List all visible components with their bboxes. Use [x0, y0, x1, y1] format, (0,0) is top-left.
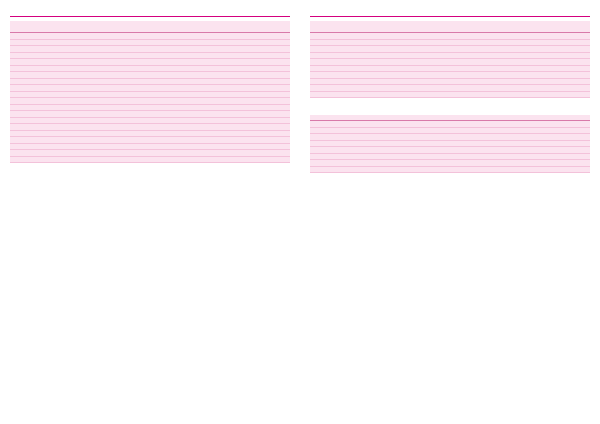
- cell-city-code: [155, 46, 185, 52]
- table-row: [310, 92, 590, 99]
- cell-fax: [237, 111, 290, 117]
- col-telephone: [486, 27, 538, 32]
- cell-fax: [491, 128, 530, 134]
- cell-fax: [237, 105, 290, 111]
- cell-telephone: [184, 85, 237, 91]
- cell-email: [530, 121, 590, 127]
- cell-company: [10, 92, 155, 98]
- cell-telephone: [484, 72, 537, 78]
- cell-company: [310, 154, 417, 160]
- cell-city-code: [417, 128, 447, 134]
- cell-fax: [237, 46, 290, 52]
- cell-city-code: [455, 59, 485, 65]
- cell-city-code: [155, 72, 185, 78]
- cell-fax: [237, 98, 290, 104]
- cell-telephone: [184, 157, 237, 163]
- page-header: [310, 8, 590, 15]
- cell-telephone: [484, 53, 537, 59]
- cell-telephone: [184, 46, 237, 52]
- table-row: [310, 167, 590, 174]
- cell-company: [10, 72, 155, 78]
- cell-telephone: [184, 66, 237, 72]
- cell-fax: [237, 53, 290, 59]
- cell-company: [10, 98, 155, 104]
- cell-company: [10, 144, 155, 150]
- cell-telephone: [184, 111, 237, 117]
- col-telephone: [448, 115, 492, 120]
- cell-company: [10, 33, 155, 39]
- cell-telephone: [184, 92, 237, 98]
- col-fax: [492, 115, 530, 120]
- cell-company: [310, 160, 417, 166]
- cell-city-code: [155, 118, 185, 124]
- col-city-code: [458, 27, 486, 32]
- cell-company: [310, 134, 417, 140]
- cell-email: [530, 128, 590, 134]
- cell-city-code: [155, 150, 185, 156]
- cell-fax: [491, 154, 530, 160]
- cell-email: [530, 154, 590, 160]
- cell-fax: [491, 160, 530, 166]
- col-company: [310, 27, 458, 32]
- cell-company: [10, 137, 155, 143]
- cell-fax: [237, 33, 290, 39]
- cell-company: [10, 59, 155, 65]
- table-row: [10, 157, 290, 164]
- table-body: [310, 121, 590, 173]
- cell-email: [530, 160, 590, 166]
- cell-city-code: [155, 105, 185, 111]
- cell-company: [10, 79, 155, 85]
- cell-telephone: [447, 154, 492, 160]
- cell-city-code: [455, 85, 485, 91]
- cell-fax: [491, 121, 530, 127]
- cell-telephone: [184, 79, 237, 85]
- cell-city-code: [155, 40, 185, 46]
- cell-fax: [237, 92, 290, 98]
- col-company: [310, 115, 420, 120]
- cell-telephone: [447, 128, 492, 134]
- cell-company: [10, 40, 155, 46]
- cell-city-code: [455, 53, 485, 59]
- cell-city-code: [417, 147, 447, 153]
- cell-telephone: [484, 85, 537, 91]
- cell-company: [10, 124, 155, 130]
- right-page: [300, 0, 600, 424]
- cell-fax: [491, 147, 530, 153]
- cell-city-code: [155, 85, 185, 91]
- cell-fax: [237, 118, 290, 124]
- cell-telephone: [184, 72, 237, 78]
- cell-fax: [237, 40, 290, 46]
- cell-email: [530, 147, 590, 153]
- cell-city-code: [417, 121, 447, 127]
- header-rule: [10, 16, 290, 17]
- cell-company: [310, 85, 455, 91]
- members-table: [310, 21, 590, 98]
- cell-fax: [537, 72, 590, 78]
- cell-fax: [537, 33, 590, 39]
- cell-city-code: [455, 72, 485, 78]
- col-company: [10, 27, 158, 32]
- cell-telephone: [184, 131, 237, 137]
- cell-company: [310, 147, 417, 153]
- cell-telephone: [184, 118, 237, 124]
- cell-fax: [537, 79, 590, 85]
- cell-company: [310, 59, 455, 65]
- cell-fax: [237, 66, 290, 72]
- cell-city-code: [455, 33, 485, 39]
- cell-fax: [537, 66, 590, 72]
- cell-fax: [491, 141, 530, 147]
- cell-city-code: [455, 66, 485, 72]
- cell-city-code: [455, 46, 485, 52]
- cell-telephone: [484, 59, 537, 65]
- cell-city-code: [155, 157, 185, 163]
- col-telephone: [186, 27, 238, 32]
- cell-fax: [537, 92, 590, 98]
- cell-telephone: [484, 33, 537, 39]
- cell-telephone: [184, 105, 237, 111]
- cell-telephone: [447, 134, 492, 140]
- cell-company: [310, 79, 455, 85]
- cell-fax: [537, 40, 590, 46]
- cell-telephone: [447, 160, 492, 166]
- cell-company: [310, 121, 417, 127]
- cell-fax: [237, 124, 290, 130]
- cell-fax: [237, 131, 290, 137]
- cell-company: [10, 150, 155, 156]
- cell-telephone: [447, 141, 492, 147]
- col-fax: [238, 27, 290, 32]
- cell-telephone: [184, 124, 237, 130]
- cell-company: [10, 53, 155, 59]
- cell-city-code: [155, 66, 185, 72]
- cell-fax: [237, 59, 290, 65]
- cell-telephone: [447, 147, 492, 153]
- cell-fax: [537, 59, 590, 65]
- cell-city-code: [417, 141, 447, 147]
- cell-company: [310, 40, 455, 46]
- cell-city-code: [155, 137, 185, 143]
- cell-telephone: [184, 33, 237, 39]
- cell-city-code: [455, 40, 485, 46]
- members-table: [10, 21, 290, 163]
- cell-city-code: [155, 33, 185, 39]
- cell-city-code: [155, 144, 185, 150]
- cell-fax: [491, 134, 530, 140]
- table-body: [10, 33, 290, 163]
- cell-telephone: [184, 53, 237, 59]
- cell-telephone: [447, 167, 492, 173]
- cell-city-code: [155, 79, 185, 85]
- cell-city-code: [155, 124, 185, 130]
- col-city-code: [158, 27, 186, 32]
- cell-company: [10, 66, 155, 72]
- cell-fax: [537, 85, 590, 91]
- cell-telephone: [484, 92, 537, 98]
- cell-city-code: [417, 134, 447, 140]
- cell-city-code: [155, 111, 185, 117]
- cell-company: [10, 111, 155, 117]
- cell-telephone: [484, 46, 537, 52]
- cell-fax: [237, 79, 290, 85]
- cell-telephone: [184, 137, 237, 143]
- cell-telephone: [484, 40, 537, 46]
- cell-email: [530, 141, 590, 147]
- cell-company: [10, 46, 155, 52]
- cell-company: [10, 157, 155, 163]
- brokers-table: [310, 115, 590, 173]
- header-rule: [310, 16, 590, 17]
- cell-telephone: [184, 98, 237, 104]
- cell-city-code: [155, 53, 185, 59]
- cell-fax: [537, 46, 590, 52]
- col-fax: [538, 27, 590, 32]
- cell-fax: [237, 150, 290, 156]
- cell-fax: [491, 167, 530, 173]
- cell-city-code: [155, 131, 185, 137]
- cell-telephone: [184, 40, 237, 46]
- cell-city-code: [417, 167, 447, 173]
- cell-city-code: [155, 98, 185, 104]
- cell-telephone: [184, 59, 237, 65]
- col-email: [530, 115, 590, 120]
- cell-telephone: [447, 121, 492, 127]
- cell-fax: [237, 144, 290, 150]
- cell-company: [310, 46, 455, 52]
- cell-company: [310, 33, 455, 39]
- cell-company: [310, 128, 417, 134]
- cell-company: [310, 141, 417, 147]
- cell-fax: [237, 72, 290, 78]
- cell-company: [310, 167, 417, 173]
- cell-city-code: [417, 154, 447, 160]
- cell-city-code: [155, 92, 185, 98]
- cell-company: [10, 118, 155, 124]
- page-header: [10, 8, 290, 15]
- cell-company: [10, 131, 155, 137]
- cell-fax: [237, 137, 290, 143]
- cell-company: [310, 53, 455, 59]
- cell-city-code: [455, 79, 485, 85]
- cell-city-code: [455, 92, 485, 98]
- col-city-code: [420, 115, 448, 120]
- cell-company: [10, 85, 155, 91]
- cell-email: [530, 167, 590, 173]
- cell-company: [310, 66, 455, 72]
- table-body: [310, 33, 590, 98]
- cell-email: [530, 134, 590, 140]
- cell-fax: [237, 85, 290, 91]
- cell-company: [310, 72, 455, 78]
- cell-telephone: [484, 66, 537, 72]
- cell-city-code: [155, 59, 185, 65]
- cell-telephone: [184, 150, 237, 156]
- cell-fax: [537, 53, 590, 59]
- cell-telephone: [184, 144, 237, 150]
- cell-fax: [237, 157, 290, 163]
- cell-city-code: [417, 160, 447, 166]
- cell-company: [10, 105, 155, 111]
- cell-telephone: [484, 79, 537, 85]
- cell-company: [310, 92, 455, 98]
